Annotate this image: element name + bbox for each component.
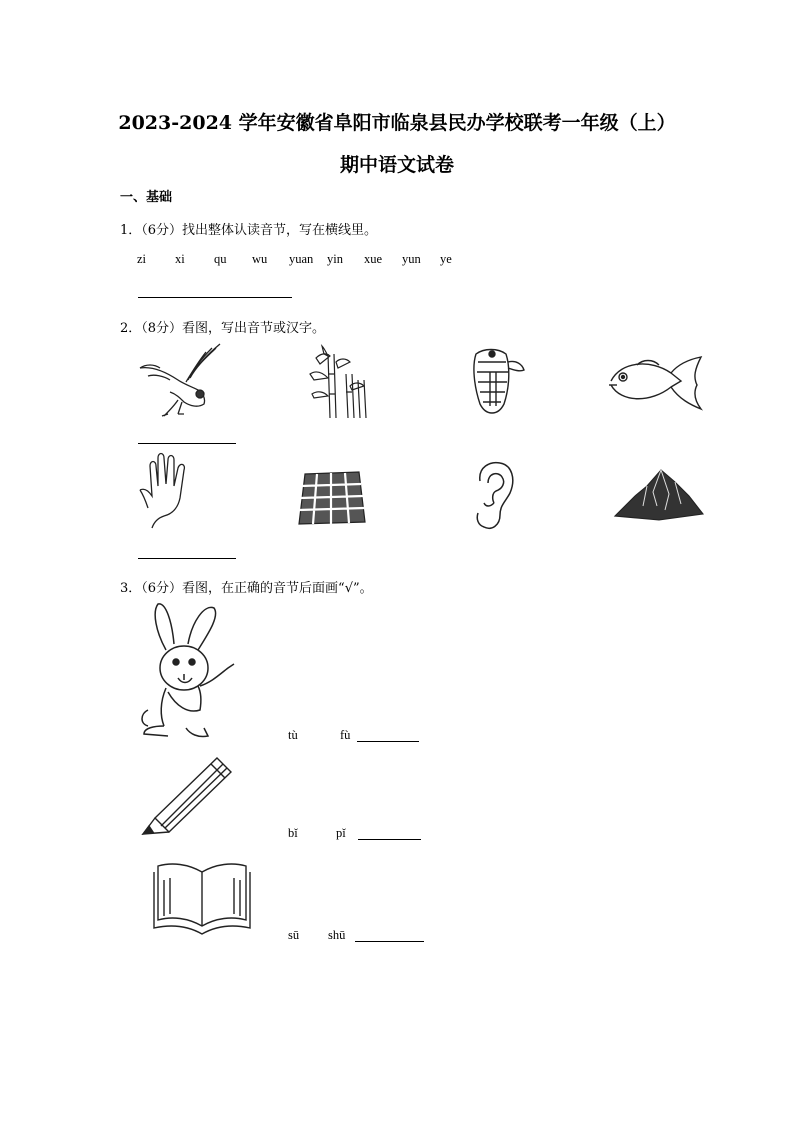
rabbit-icon (138, 602, 242, 738)
section-heading: 一、基础 (120, 190, 173, 205)
boat-icon (468, 346, 528, 418)
syllable: yuan (289, 252, 314, 266)
ear-icon (472, 459, 516, 531)
syllable: qu (214, 252, 227, 266)
syllable: yin (327, 252, 343, 266)
hand-icon (138, 452, 192, 528)
book-icon (152, 860, 252, 938)
syllable: yun (402, 252, 421, 266)
syllable: xue (364, 252, 383, 266)
option-book-2: shū (328, 928, 346, 942)
syllable: zi (137, 252, 147, 266)
answer-line-q2-row1[interactable] (138, 443, 236, 444)
answer-line-q2-row2[interactable] (138, 558, 236, 559)
question-2-prompt: 2．（8分）看图，写出音节或汉字。 (120, 321, 326, 336)
field-icon (297, 470, 367, 526)
answer-line-rabbit[interactable] (357, 741, 419, 742)
option-pencil-2: pǐ (336, 826, 346, 840)
syllable: wu (252, 252, 268, 266)
title-line-1: 2023-2024 学年安徽省阜阳市临泉县民办学校联考一年级（上） (118, 112, 676, 134)
answer-line-q1[interactable] (138, 297, 292, 298)
option-rabbit-2: fù (340, 728, 351, 742)
syllable: ye (440, 252, 452, 266)
answer-line-pencil[interactable] (358, 839, 421, 840)
answer-line-book[interactable] (355, 941, 424, 942)
eagle-icon (138, 342, 224, 418)
mountain-icon (613, 466, 705, 522)
option-rabbit-1: tù (288, 728, 298, 742)
pencil-icon (139, 754, 235, 836)
question-3-prompt: 3．（6分）看图，在正确的音节后面画“√”。 (120, 581, 373, 596)
fish-icon (607, 355, 705, 411)
question-1-prompt: 1．（6分）找出整体认读音节，写在横线里。 (120, 223, 378, 238)
option-book-1: sū (288, 928, 300, 942)
bamboo-icon (306, 344, 370, 420)
syllable: xi (175, 252, 185, 266)
option-pencil-1: bǐ (288, 826, 298, 840)
title-line-2: 期中语文试卷 (339, 154, 454, 176)
